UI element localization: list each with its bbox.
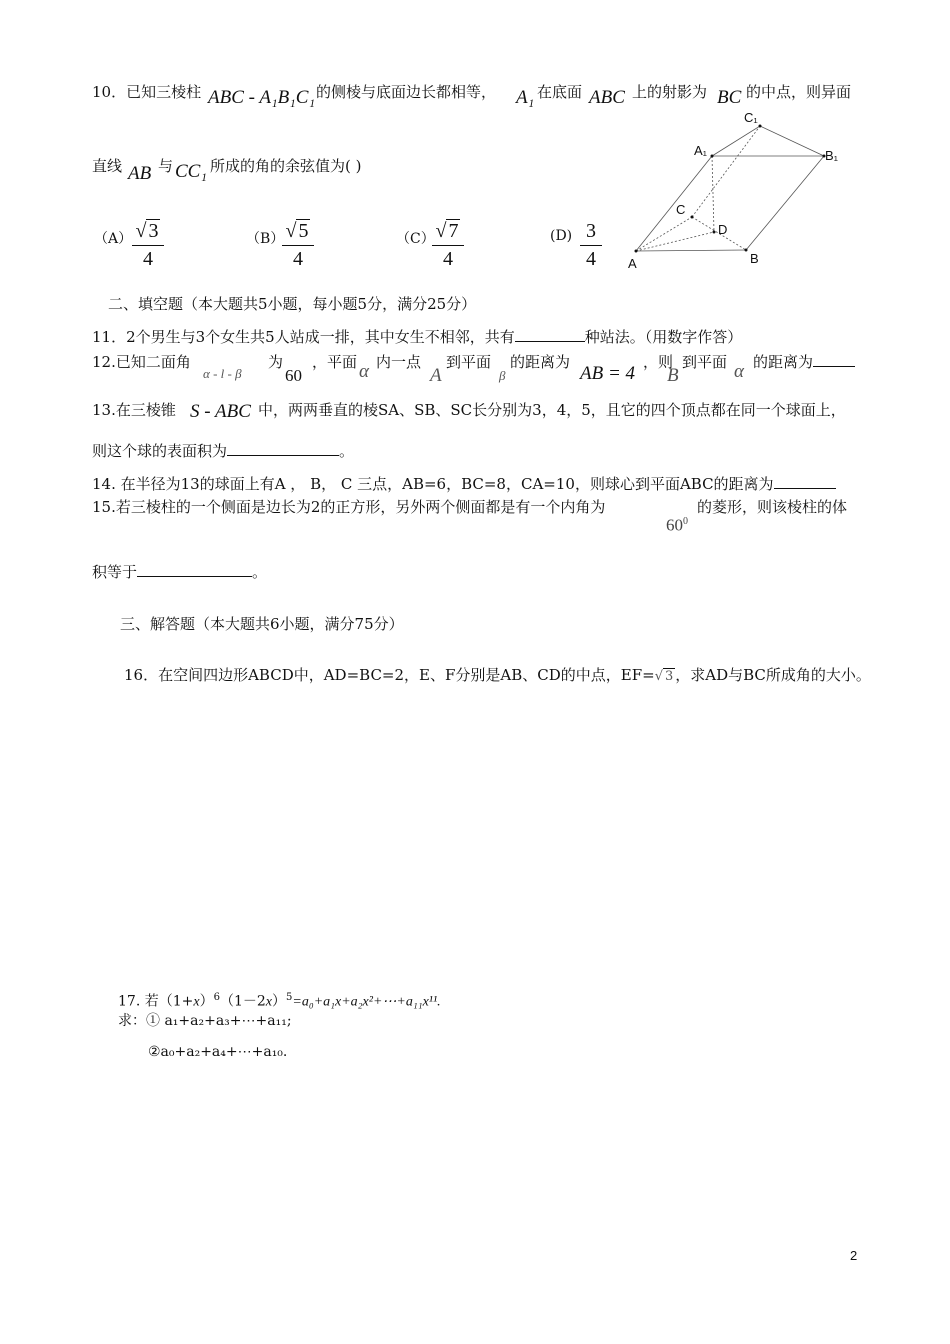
q15-degree: 0 xyxy=(683,516,688,527)
q13-text4: 。 xyxy=(339,442,355,460)
q12-dihedral: α - l - β xyxy=(203,366,242,381)
q12-ab-eq: AB = 4 xyxy=(580,363,636,384)
q12-alpha: α xyxy=(359,361,369,382)
label-c1: C₁ xyxy=(744,110,758,125)
q17-text3: （1－2 xyxy=(219,993,266,1010)
q12-alpha2: α xyxy=(734,361,744,382)
q10-text6: 直线 xyxy=(92,157,123,175)
option-b-label: （B） xyxy=(246,231,285,247)
q13-pyramid: S - ABC xyxy=(190,401,251,422)
q17-exp6: 6 xyxy=(213,992,220,1003)
edge-a-d xyxy=(636,232,714,251)
point-a xyxy=(635,250,638,253)
q16-sqrt: √ 3 xyxy=(654,669,674,684)
section-3-heading: 三、解答题（本大题共6小题，满分75分） xyxy=(120,615,404,633)
option-a-numerator: √ 3 xyxy=(132,220,164,246)
label-b1: B₁ xyxy=(825,148,839,163)
section-2-heading: 二、填空题（本大题共5小题，每小题5分，满分25分） xyxy=(108,295,477,313)
point-c xyxy=(691,216,694,219)
q15-angle xyxy=(666,512,688,536)
q10-text4: 上的射影为 xyxy=(632,83,708,101)
q15-text1: 15.若三棱柱的一个侧面是边长为2的正方形，另外两个侧面都是有一个内角为 xyxy=(92,498,606,516)
point-c1 xyxy=(759,125,762,128)
q14 xyxy=(92,474,836,494)
option-a-denominator: 4 xyxy=(143,248,153,270)
option-a-fraction xyxy=(132,220,164,271)
edge-a1-c1 xyxy=(712,126,760,156)
q16-text2: ，求AD与BC所成角的大小。 xyxy=(675,666,871,684)
option-b-radicand: 5 xyxy=(298,220,309,242)
q17-text1: 17. 若（1+ xyxy=(118,993,194,1010)
q10-text8: 所成的角的余弦值为( ) xyxy=(210,157,362,175)
point-b xyxy=(745,249,748,252)
option-d-fraction xyxy=(580,220,602,271)
q10-text2: 的侧棱与底面边长都相等， xyxy=(316,83,497,101)
q10-a1: A₁ xyxy=(516,87,535,108)
q16 xyxy=(124,665,871,687)
q10-number: 10． xyxy=(92,83,127,101)
q10-abc: ABC xyxy=(589,87,625,108)
q15-text2: 的菱形，则该棱柱的体 xyxy=(697,498,848,516)
edge-b-b1 xyxy=(746,156,824,250)
option-c-fraction xyxy=(432,220,464,271)
q12-text2: 为 xyxy=(268,353,284,371)
edge-c-c1 xyxy=(692,126,760,217)
label-d: D xyxy=(718,222,728,237)
edge-a-c xyxy=(636,217,692,251)
q17-part2: ②a₀+a₂+a₄+⋯+a₁₀. xyxy=(148,1044,288,1060)
q17-x2: x xyxy=(265,994,272,1010)
q14-answer-blank[interactable] xyxy=(774,474,836,489)
q10-prism: ABC - A₁B₁C₁ xyxy=(208,87,316,108)
label-b: B xyxy=(750,251,759,266)
option-c-label: （C） xyxy=(396,231,435,247)
q15-answer-blank[interactable] xyxy=(137,562,252,577)
q12-angle: 60 xyxy=(285,366,302,385)
q12-text9-label: 的距离为 xyxy=(753,353,814,371)
q10-cc1: CC₁ xyxy=(175,161,207,182)
label-a1: A₁ xyxy=(694,143,708,158)
point-a1 xyxy=(711,155,714,158)
q12-text3: ，平面 xyxy=(312,353,358,371)
q16-text1: 16．在空间四边形ABCD中，AD=BC=2，E、F分别是AB、CD的中点，EF= xyxy=(124,666,655,684)
prism-figure xyxy=(620,108,850,268)
q12-point-a: A xyxy=(430,365,442,386)
point-d xyxy=(713,231,716,234)
option-b-numerator: √ 5 xyxy=(282,220,314,246)
q12-answer-blank[interactable] xyxy=(813,352,855,367)
edge-a1-d xyxy=(712,156,714,232)
q10-text3: 在底面 xyxy=(537,83,583,101)
option-d-label: (D) xyxy=(550,228,573,244)
q17-line1 xyxy=(118,988,441,1013)
q14-text1: 14. 在半径为13的球面上有A ， B， C 三点，AB=6，BC=8，CA=10，则球心到平面ABC的距离为 xyxy=(92,475,774,493)
q17-exp5: 5 xyxy=(286,992,293,1003)
edge-c1-b1 xyxy=(760,126,824,156)
q12-text1: 12.已知二面角 xyxy=(92,353,191,371)
option-c-radicand: 7 xyxy=(448,220,459,242)
q17-text4: ） xyxy=(272,993,286,1010)
q12-text9 xyxy=(753,352,855,372)
q15-line2 xyxy=(92,562,267,582)
q16-radicand: 3 xyxy=(664,669,674,684)
option-a-label: （A） xyxy=(94,231,133,247)
q11 xyxy=(92,327,742,347)
q17-ask: 求：① a₁+a₂+a₃+⋯+a₁₁; xyxy=(118,1013,292,1029)
q17-expansion: =a₀+a₁x+a₂x²+⋯+a₁₁x¹¹. xyxy=(292,994,441,1010)
q10-text1: 已知三棱柱 xyxy=(126,83,202,101)
q12-beta: β xyxy=(499,368,506,383)
q12-text7: ，则 xyxy=(643,353,674,371)
q12-point-b: B xyxy=(667,365,679,386)
option-b-denominator: 4 xyxy=(293,248,303,270)
q17-text2: ） xyxy=(199,993,214,1010)
q12-text4: 内一点 xyxy=(376,353,422,371)
q10-ab: AB xyxy=(128,163,152,184)
q11-text2: 种站法。（用数字作答） xyxy=(584,328,743,346)
q13-text3: 则这个球的表面积为 xyxy=(92,442,228,460)
q13-answer-blank[interactable] xyxy=(227,441,339,456)
q12-text6: 的距离为 xyxy=(510,353,571,371)
option-d-denominator: 4 xyxy=(586,248,596,270)
option-b-fraction xyxy=(282,220,314,271)
q12-text8: 到平面 xyxy=(682,353,728,371)
edge-a-b xyxy=(636,250,746,251)
q10-text5: 的中点，则异面 xyxy=(746,83,852,101)
q12-text5: 到平面 xyxy=(446,353,492,371)
q17-x1: x xyxy=(193,994,200,1010)
q10-line1 xyxy=(92,82,201,102)
edge-a-a1 xyxy=(636,156,712,251)
page-number: 2 xyxy=(850,1248,858,1263)
option-c-denominator: 4 xyxy=(443,248,453,270)
q15-angle-value: 60 xyxy=(666,515,683,535)
option-a-radicand: 3 xyxy=(148,220,159,242)
q10-bc: BC xyxy=(717,87,742,108)
q13-text1: 13.在三棱锥 xyxy=(92,401,176,419)
q11-answer-blank[interactable] xyxy=(515,327,585,342)
q11-text1: 11．2个男生与3个女生共5人站成一排，其中女生不相邻，共有 xyxy=(92,328,515,346)
option-d-numerator: 3 xyxy=(580,220,602,246)
q13-text2: 中，两两垂直的棱SA、SB、SC长分别为3，4，5，且它的四个顶点都在同一个球面上， xyxy=(258,401,846,419)
q15-text4: 。 xyxy=(252,563,268,581)
label-a: A xyxy=(628,256,637,268)
q15-text3: 积等于 xyxy=(92,563,138,581)
q13-line2 xyxy=(92,441,354,461)
q10-text7: 与 xyxy=(158,157,174,175)
option-c-numerator: √ 7 xyxy=(432,220,464,246)
label-c: C xyxy=(676,202,686,217)
